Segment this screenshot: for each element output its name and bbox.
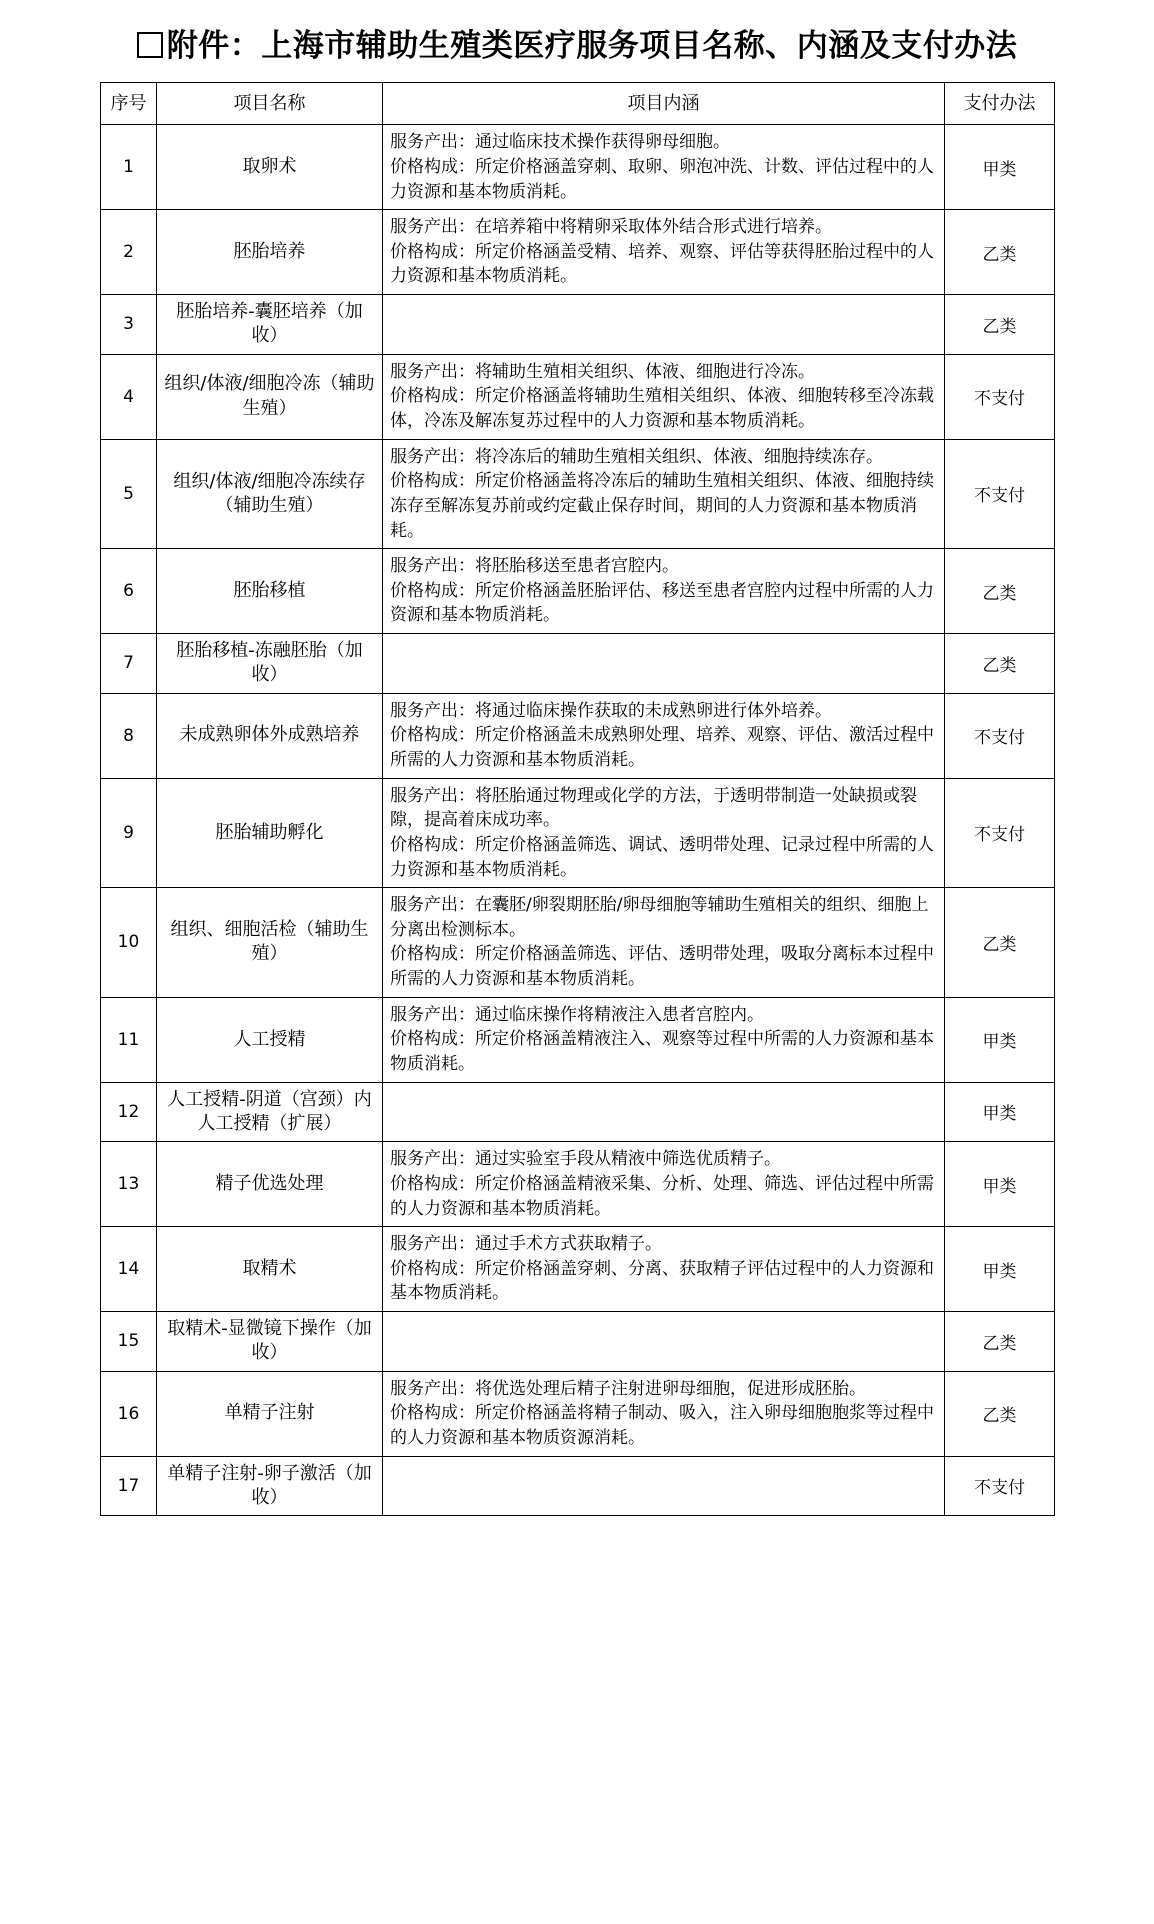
table-row [101, 1456, 1055, 1516]
cell-service-name: 人工授精-阴道（宫颈）内人工授精（扩展） [157, 1082, 383, 1142]
column-header-name: 项目名称 [157, 82, 383, 124]
cell-payment-method: 甲类 [945, 1082, 1055, 1142]
cell-payment-method: 乙类 [945, 210, 1055, 295]
cell-service-name: 人工授精 [157, 997, 383, 1082]
table-row [101, 693, 1055, 778]
cell-service-name: 组织/体液/细胞冷冻续存（辅助生殖） [157, 439, 383, 549]
cell-service-name: 组织、细胞活检（辅助生殖） [157, 888, 383, 998]
column-header-desc: 项目内涵 [383, 82, 945, 124]
description-line: 价格构成：所定价格涵盖筛选、评估、透明带处理，吸取分离标本过程中所需的人力资源和基本物质消耗。 [390, 944, 934, 990]
cell-payment-method: 不支付 [945, 439, 1055, 549]
table-row [101, 997, 1055, 1082]
cell-payment-method: 甲类 [945, 997, 1055, 1082]
cell-service-description [383, 1082, 945, 1142]
cell-service-name: 胚胎移植 [157, 549, 383, 634]
table-header-row [101, 82, 1055, 124]
cell-service-name: 单精子注射-卵子激活（加收） [157, 1456, 383, 1516]
table-row [101, 1371, 1055, 1456]
cell-service-name: 未成熟卵体外成熟培养 [157, 693, 383, 778]
cell-service-description [383, 354, 945, 439]
cell-service-description [383, 439, 945, 549]
table-body [101, 125, 1055, 1516]
column-header-pay: 支付办法 [945, 82, 1055, 124]
description-line: 价格构成：所定价格涵盖受精、培养、观察、评估等获得胚胎过程中的人力资源和基本物质消耗。 [390, 241, 934, 287]
description-line: 价格构成：所定价格涵盖胚胎评估、移送至患者宫腔内过程中所需的人力资源和基本物质消耗。 [390, 580, 934, 626]
cell-service-name: 单精子注射 [157, 1371, 383, 1456]
cell-service-name: 取精术-显微镜下操作（加收） [157, 1312, 383, 1372]
page-title [100, 26, 1054, 68]
table-row [101, 888, 1055, 998]
cell-service-description [383, 295, 945, 355]
cell-payment-method: 乙类 [945, 295, 1055, 355]
description-line: 价格构成：所定价格涵盖筛选、调试、透明带处理、记录过程中所需的人力资源和基本物质消耗。 [390, 834, 934, 880]
description-line: 服务产出：将辅助生殖相关组织、体液、细胞进行冷冻。 [390, 361, 815, 382]
description-line: 服务产出：通过实验室手段从精液中筛选优质精子。 [390, 1149, 781, 1170]
cell-service-name: 取精术 [157, 1227, 383, 1312]
checkbox-mark-icon [137, 32, 163, 58]
table-row [101, 210, 1055, 295]
cell-no: 3 [101, 295, 157, 355]
description-line: 服务产出：通过临床技术操作获得卵母细胞。 [390, 132, 730, 153]
cell-service-name: 胚胎移植-冻融胚胎（加收） [157, 634, 383, 694]
cell-no: 4 [101, 354, 157, 439]
cell-no: 13 [101, 1142, 157, 1227]
table-row [101, 1227, 1055, 1312]
table-row [101, 295, 1055, 355]
cell-service-name: 精子优选处理 [157, 1142, 383, 1227]
description-line: 价格构成：所定价格涵盖将冷冻后的辅助生殖相关组织、体液、细胞持续冻存至解冻复苏前或约定截止保存时间，期间的人力资源和基本物质消耗。 [390, 471, 934, 541]
cell-payment-method: 乙类 [945, 1312, 1055, 1372]
cell-service-description [383, 1227, 945, 1312]
cell-payment-method: 甲类 [945, 1142, 1055, 1227]
description-line: 价格构成：所定价格涵盖将精子制动、吸入，注入卵母细胞胞浆等过程中的人力资源和基本物质资源消耗。 [390, 1403, 934, 1448]
cell-no: 6 [101, 549, 157, 634]
cell-service-name: 胚胎辅助孵化 [157, 778, 383, 888]
cell-no: 7 [101, 634, 157, 694]
cell-service-description [383, 125, 945, 210]
cell-payment-method: 不支付 [945, 778, 1055, 888]
description-line: 服务产出：在培养箱中将精卵采取体外结合形式进行培养。 [390, 217, 832, 238]
cell-no: 12 [101, 1082, 157, 1142]
cell-payment-method: 甲类 [945, 1227, 1055, 1312]
cell-service-description [383, 778, 945, 888]
cell-service-description [383, 1142, 945, 1227]
table-row [101, 1082, 1055, 1142]
cell-service-description [383, 693, 945, 778]
cell-no: 14 [101, 1227, 157, 1312]
cell-service-name: 胚胎培养-囊胚培养（加收） [157, 295, 383, 355]
table-row [101, 1312, 1055, 1372]
cell-payment-method: 不支付 [945, 693, 1055, 778]
cell-no: 10 [101, 888, 157, 998]
cell-service-description [383, 1371, 945, 1456]
cell-service-description [383, 997, 945, 1082]
description-line: 服务产出：将冷冻后的辅助生殖相关组织、体液、细胞持续冻存。 [390, 446, 883, 467]
description-line: 服务产出：将胚胎通过物理或化学的方法，于透明带制造一处缺损或裂隙，提高着床成功率。 [390, 785, 917, 831]
cell-no: 9 [101, 778, 157, 888]
cell-no: 1 [101, 125, 157, 210]
cell-no: 16 [101, 1371, 157, 1456]
cell-service-description [383, 549, 945, 634]
cell-service-description [383, 1312, 945, 1372]
page-title-text: 附件：上海市辅助生殖类医疗服务项目名称、内涵及支付办法 [166, 28, 1018, 64]
description-line: 价格构成：所定价格涵盖将辅助生殖相关组织、体液、细胞转移至冷冻载体，冷冻及解冻复苏过程中的人力资源和基本物质消耗。 [390, 386, 934, 431]
table-row [101, 125, 1055, 210]
cell-payment-method: 乙类 [945, 888, 1055, 998]
table-row [101, 1142, 1055, 1227]
description-line: 服务产出：通过手术方式获取精子。 [390, 1234, 662, 1255]
description-line: 服务产出：将优选处理后精子注射进卵母细胞，促进形成胚胎。 [390, 1378, 866, 1399]
column-header-no: 序号 [101, 82, 157, 124]
table-row [101, 634, 1055, 694]
description-line: 价格构成：所定价格涵盖未成熟卵处理、培养、观察、评估、激活过程中所需的人力资源和基本物质消耗。 [390, 725, 934, 770]
cell-payment-method: 甲类 [945, 125, 1055, 210]
cell-payment-method: 乙类 [945, 549, 1055, 634]
description-line: 服务产出：将通过临床操作获取的未成熟卵进行体外培养。 [390, 700, 832, 721]
cell-payment-method: 乙类 [945, 634, 1055, 694]
cell-no: 15 [101, 1312, 157, 1372]
cell-service-description [383, 888, 945, 998]
cell-service-description [383, 634, 945, 694]
description-line: 价格构成：所定价格涵盖穿刺、取卵、卵泡冲洗、计数、评估过程中的人力资源和基本物质消耗。 [390, 156, 934, 202]
description-line: 价格构成：所定价格涵盖精液注入、观察等过程中所需的人力资源和基本物质消耗。 [390, 1029, 934, 1074]
cell-service-description [383, 210, 945, 295]
services-table [100, 82, 1055, 1516]
table-row [101, 778, 1055, 888]
description-line: 服务产出：通过临床操作将精液注入患者宫腔内。 [390, 1004, 764, 1025]
description-line: 服务产出：在囊胚/卵裂期胚胎/卵母细胞等辅助生殖相关的组织、细胞上分离出检测标本。 [390, 895, 929, 940]
cell-no: 11 [101, 997, 157, 1082]
cell-payment-method: 乙类 [945, 1371, 1055, 1456]
table-row [101, 354, 1055, 439]
cell-service-name: 组织/体液/细胞冷冻（辅助生殖） [157, 354, 383, 439]
cell-service-description [383, 1456, 945, 1516]
cell-no: 5 [101, 439, 157, 549]
table-row [101, 549, 1055, 634]
table-row [101, 439, 1055, 549]
cell-service-name: 取卵术 [157, 125, 383, 210]
cell-no: 2 [101, 210, 157, 295]
cell-service-name: 胚胎培养 [157, 210, 383, 295]
description-line: 价格构成：所定价格涵盖精液采集、分析、处理、筛选、评估过程中所需的人力资源和基本物质消耗。 [390, 1173, 934, 1219]
cell-payment-method: 不支付 [945, 354, 1055, 439]
description-line: 服务产出：将胚胎移送至患者宫腔内。 [390, 556, 679, 577]
description-line: 价格构成：所定价格涵盖穿刺、分离、获取精子评估过程中的人力资源和基本物质消耗。 [390, 1258, 934, 1304]
cell-no: 8 [101, 693, 157, 778]
cell-payment-method: 不支付 [945, 1456, 1055, 1516]
cell-no: 17 [101, 1456, 157, 1516]
